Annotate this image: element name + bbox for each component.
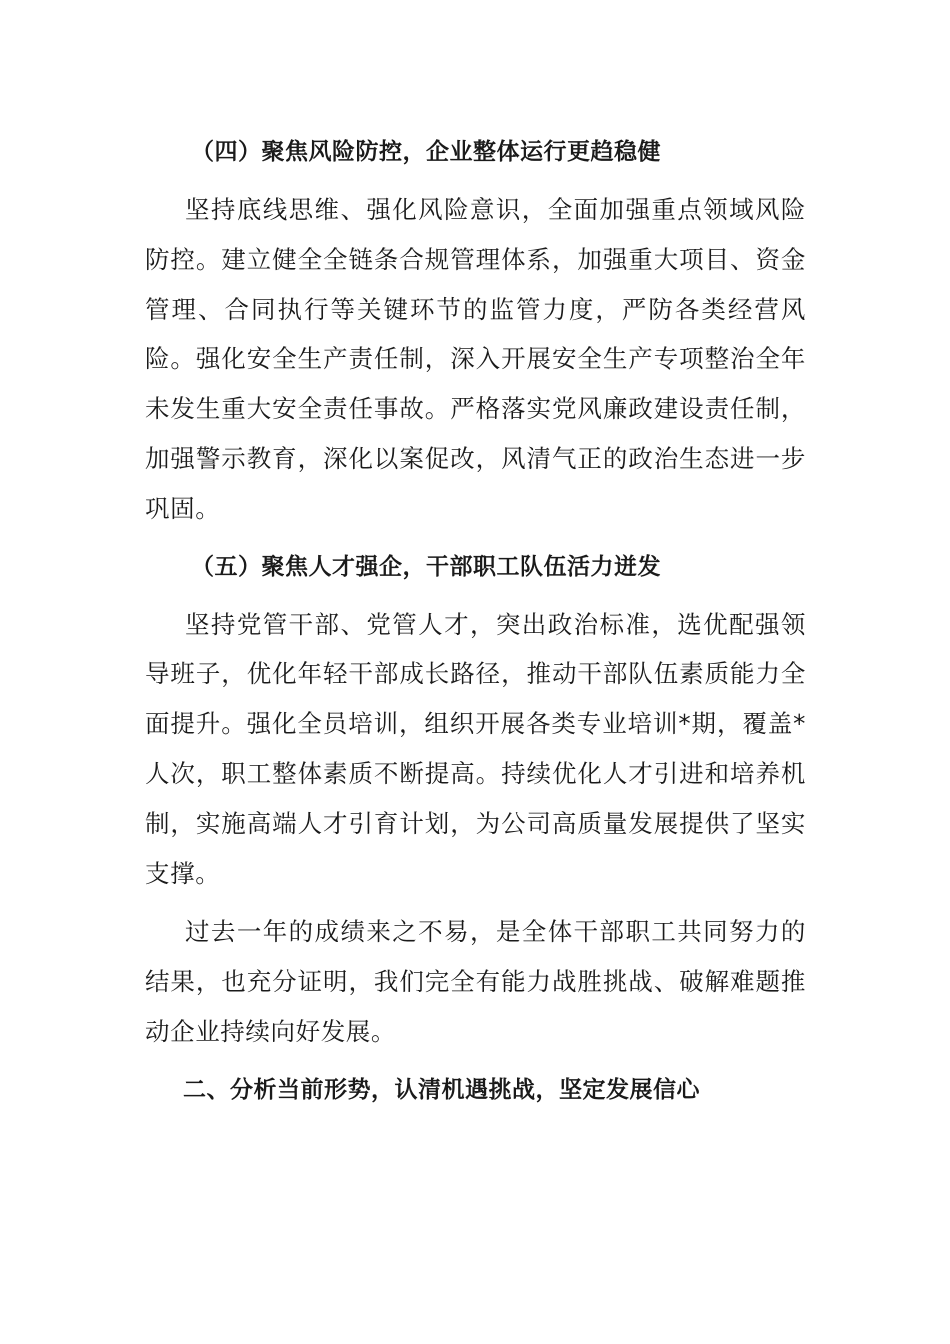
paragraph-summary: 过去一年的成绩来之不易，是全体干部职工共同努力的结果，也充分证明，我们完全有能力战胜挑战、破解难题推动企业持续向好发展。 xyxy=(145,917,806,1046)
paragraph-talent: 坚持党管干部、党管人才，突出政治标准，选优配强领导班子，优化年轻干部成长路径，推动干部队伍素质能力全面提升。强化全员培训，组织开展各类专业培训*期，覆盖*人次，职工整体素质不断提高。持续优化人才引进和培养机制，实施高端人才引育计划，为公司高质量发展提供了坚实支撑。 xyxy=(145,609,806,888)
document-body xyxy=(145,128,806,1123)
subsection-heading-5: （五）聚焦人才强企，干部职工队伍活力迸发 xyxy=(191,553,661,580)
paragraph-risk-control: 坚持底线思维、强化风险意识，全面加强重点领域风险防控。建立健全全链条合规管理体系，加强重大项目、资金管理、合同执行等关键环节的监管力度，严防各类经营风险。强化安全生产责任制，深入开展安全生产专项整治全年未发生重大安全责任事故。严格落实党风廉政建设责任制，加强警示教育，深化以案促改，风清气正的政治生态进一步巩固。 xyxy=(145,195,806,523)
section-heading-2: 二、分析当前形势，认清机遇挑战，坚定发展信心 xyxy=(183,1076,700,1103)
subsection-heading-4: （四）聚焦风险防控，企业整体运行更趋稳健 xyxy=(191,139,661,165)
